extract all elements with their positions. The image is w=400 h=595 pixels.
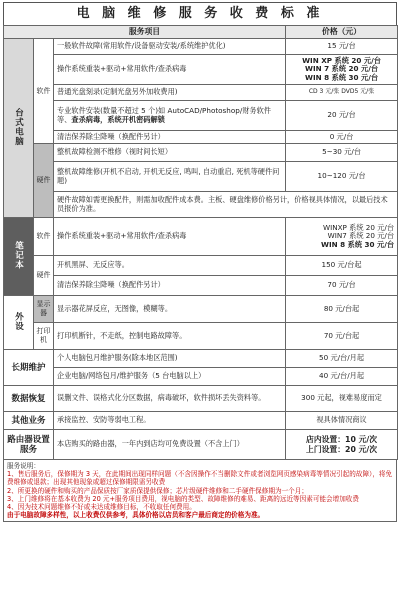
page-title: 电 脑 维 修 服 务 收 费 标 准 xyxy=(3,2,397,25)
sub-laptop-hardware: 硬件 xyxy=(34,256,54,296)
table-row xyxy=(4,192,398,218)
note-item: 1、售后服务后，保修期为 3 天，在此期间出现同样问题（不含因操作不当删除文件或者浏览网页感染病毒等情况引起的故障），将免费维修或退款；出现其他现象或超过保修期限需另收费 xyxy=(7,470,393,487)
service-cell: 开机黑屏、无反应等。 xyxy=(54,256,286,276)
table-row xyxy=(4,350,398,368)
table-row xyxy=(4,256,398,276)
sub-monitor: 显示器 xyxy=(34,296,54,323)
price-cell: 15 元/台 xyxy=(286,39,398,55)
price-cell: 5~30 元/台 xyxy=(286,144,398,162)
sub-hardware: 硬件 xyxy=(34,144,54,218)
category-laptop: 笔记本 xyxy=(4,218,34,296)
price-sheet xyxy=(3,2,397,591)
price-table xyxy=(3,25,398,460)
price-cell: 40 元/台/月起 xyxy=(286,368,398,386)
table-row xyxy=(4,296,398,323)
sub-laptop-software: 软件 xyxy=(34,218,54,256)
category-router: 路由器设置服务 xyxy=(4,430,54,460)
price-cell: WINXP 系统 20 元/台 WIN7 系统 20 元/台 WIN 8 系统 30 元/台 xyxy=(286,218,398,256)
service-cell: 企业电脑/网络包月/维护服务（5 台电脑以上） xyxy=(54,368,286,386)
table-row xyxy=(4,55,398,85)
service-cell: 误删文件、误格式化分区数据，病毒破坏，软件损坏丢失资料等。 xyxy=(54,386,286,412)
sub-printer: 打印机 xyxy=(34,323,54,350)
note-item: 2、所更换的硬件和购买的产品保质按厂家质保提供保修；芯片级硬件维修和二手硬件保修期为一个月； xyxy=(7,486,308,495)
table-row xyxy=(4,162,398,192)
table-row xyxy=(4,101,398,131)
table-row xyxy=(4,276,398,296)
table-row xyxy=(4,144,398,162)
price-cell: WIN XP 系统 20 元/台 WIN 7 系统 20 元/台 WIN 8 系统 30 元/台 xyxy=(286,55,398,85)
notes-heading: 服务说明： xyxy=(7,462,40,470)
table-header-row xyxy=(4,26,398,39)
service-cell: 清洁保养除尘降噪（换配件另计） xyxy=(54,276,286,296)
category-data-recovery: 数据恢复 xyxy=(4,386,54,412)
table-row xyxy=(4,39,398,55)
price-cell: 70 元/台 xyxy=(286,276,398,296)
category-other: 其他业务 xyxy=(4,412,54,430)
service-cell: 一般软件故障(常用软件/设备驱动安装/系统维护优化) xyxy=(54,39,286,55)
table-row xyxy=(4,85,398,101)
table-row xyxy=(4,368,398,386)
category-desktop: 台式电脑 xyxy=(4,39,34,218)
price-cell: 70 元/台起 xyxy=(286,323,398,350)
price-cell: 50 元/台/月起 xyxy=(286,350,398,368)
service-cell: 清洁保养除尘降噪（换配件另计） xyxy=(54,131,286,144)
service-cell: 操作系统重装+驱动+常用软件/查杀病毒 xyxy=(54,218,286,256)
table-row xyxy=(4,386,398,412)
service-cell: 打印机断针，不走纸，控制电路故障等。 xyxy=(54,323,286,350)
category-longterm: 长期维护 xyxy=(4,350,54,386)
price-cell: 300 元起，视难易度而定 xyxy=(286,386,398,412)
price-cell: 店内设置：10 元/次 上门设置：20 元/次 xyxy=(286,430,398,460)
sub-software: 软件 xyxy=(34,39,54,144)
price-cell: 视具体情况商议 xyxy=(286,412,398,430)
table-row xyxy=(4,430,398,460)
table-row xyxy=(4,218,398,256)
header-service: 服务项目 xyxy=(4,26,286,39)
category-peripheral: 外设 xyxy=(4,296,34,350)
service-cell: 整机故障维修(开机不启动, 开机无反应, 鸣叫, 自动重启, 死机等硬件问题) xyxy=(54,162,286,192)
note-item: 4、因为技术问题维修不好或未达成维修目标，不收取任何费用。 xyxy=(7,503,196,512)
price-cell: 20 元/台 xyxy=(286,101,398,131)
service-cell: 显示器花屏反应，无图像，模糊等。 xyxy=(54,296,286,323)
header-price: 价格（元） xyxy=(286,26,398,39)
table-row xyxy=(4,131,398,144)
price-cell: 80 元/台起 xyxy=(286,296,398,323)
service-cell: 普通光盘刻录(定制光盘另外加收费用) xyxy=(54,85,286,101)
service-cell: 承接监控、安防等弱电工程。 xyxy=(54,412,286,430)
price-cell: 0 元/台 xyxy=(286,131,398,144)
price-cell: CD 3 元/张 DVD5 元/张 xyxy=(286,85,398,101)
service-cell: 专业软件安装(数量不超过 5 个)如 AutoCAD/Photoshop/财务软件等、查杀病毒，系统开机密码解锁 xyxy=(54,101,286,131)
service-notes xyxy=(3,460,397,522)
service-cell: 本店购买的路由器，一年内到店均可免费设置（不含上门） xyxy=(54,430,286,460)
price-cell: 150 元/台起 xyxy=(286,256,398,276)
service-cell: 操作系统重装+驱动+常用软件/查杀病毒 xyxy=(54,55,286,85)
table-row xyxy=(4,412,398,430)
table-row xyxy=(4,323,398,350)
service-cell: 整机故障检测不维修（视时间长短） xyxy=(54,144,286,162)
notes-footer: 由于电脑故障多样性，以上收费仅供参考，具体价格以店员和客户最后商定的价格为准。 xyxy=(7,511,265,520)
note-item: 3、上门维修将在基本收费为 20 元+服务项目费用，视电脑的类型、故障维修的难易、距离的远近等因素可能会增加收费 xyxy=(7,494,359,503)
service-cell: 硬件故障如需更换配件，则需加收配件成本费。主板、硬盘维修价格另计，价格视具体情况，以最后技术员报价为准。 xyxy=(54,192,398,218)
price-cell: 10~120 元/台 xyxy=(286,162,398,192)
service-cell: 个人电脑包月维护服务(除本地区范围) xyxy=(54,350,286,368)
